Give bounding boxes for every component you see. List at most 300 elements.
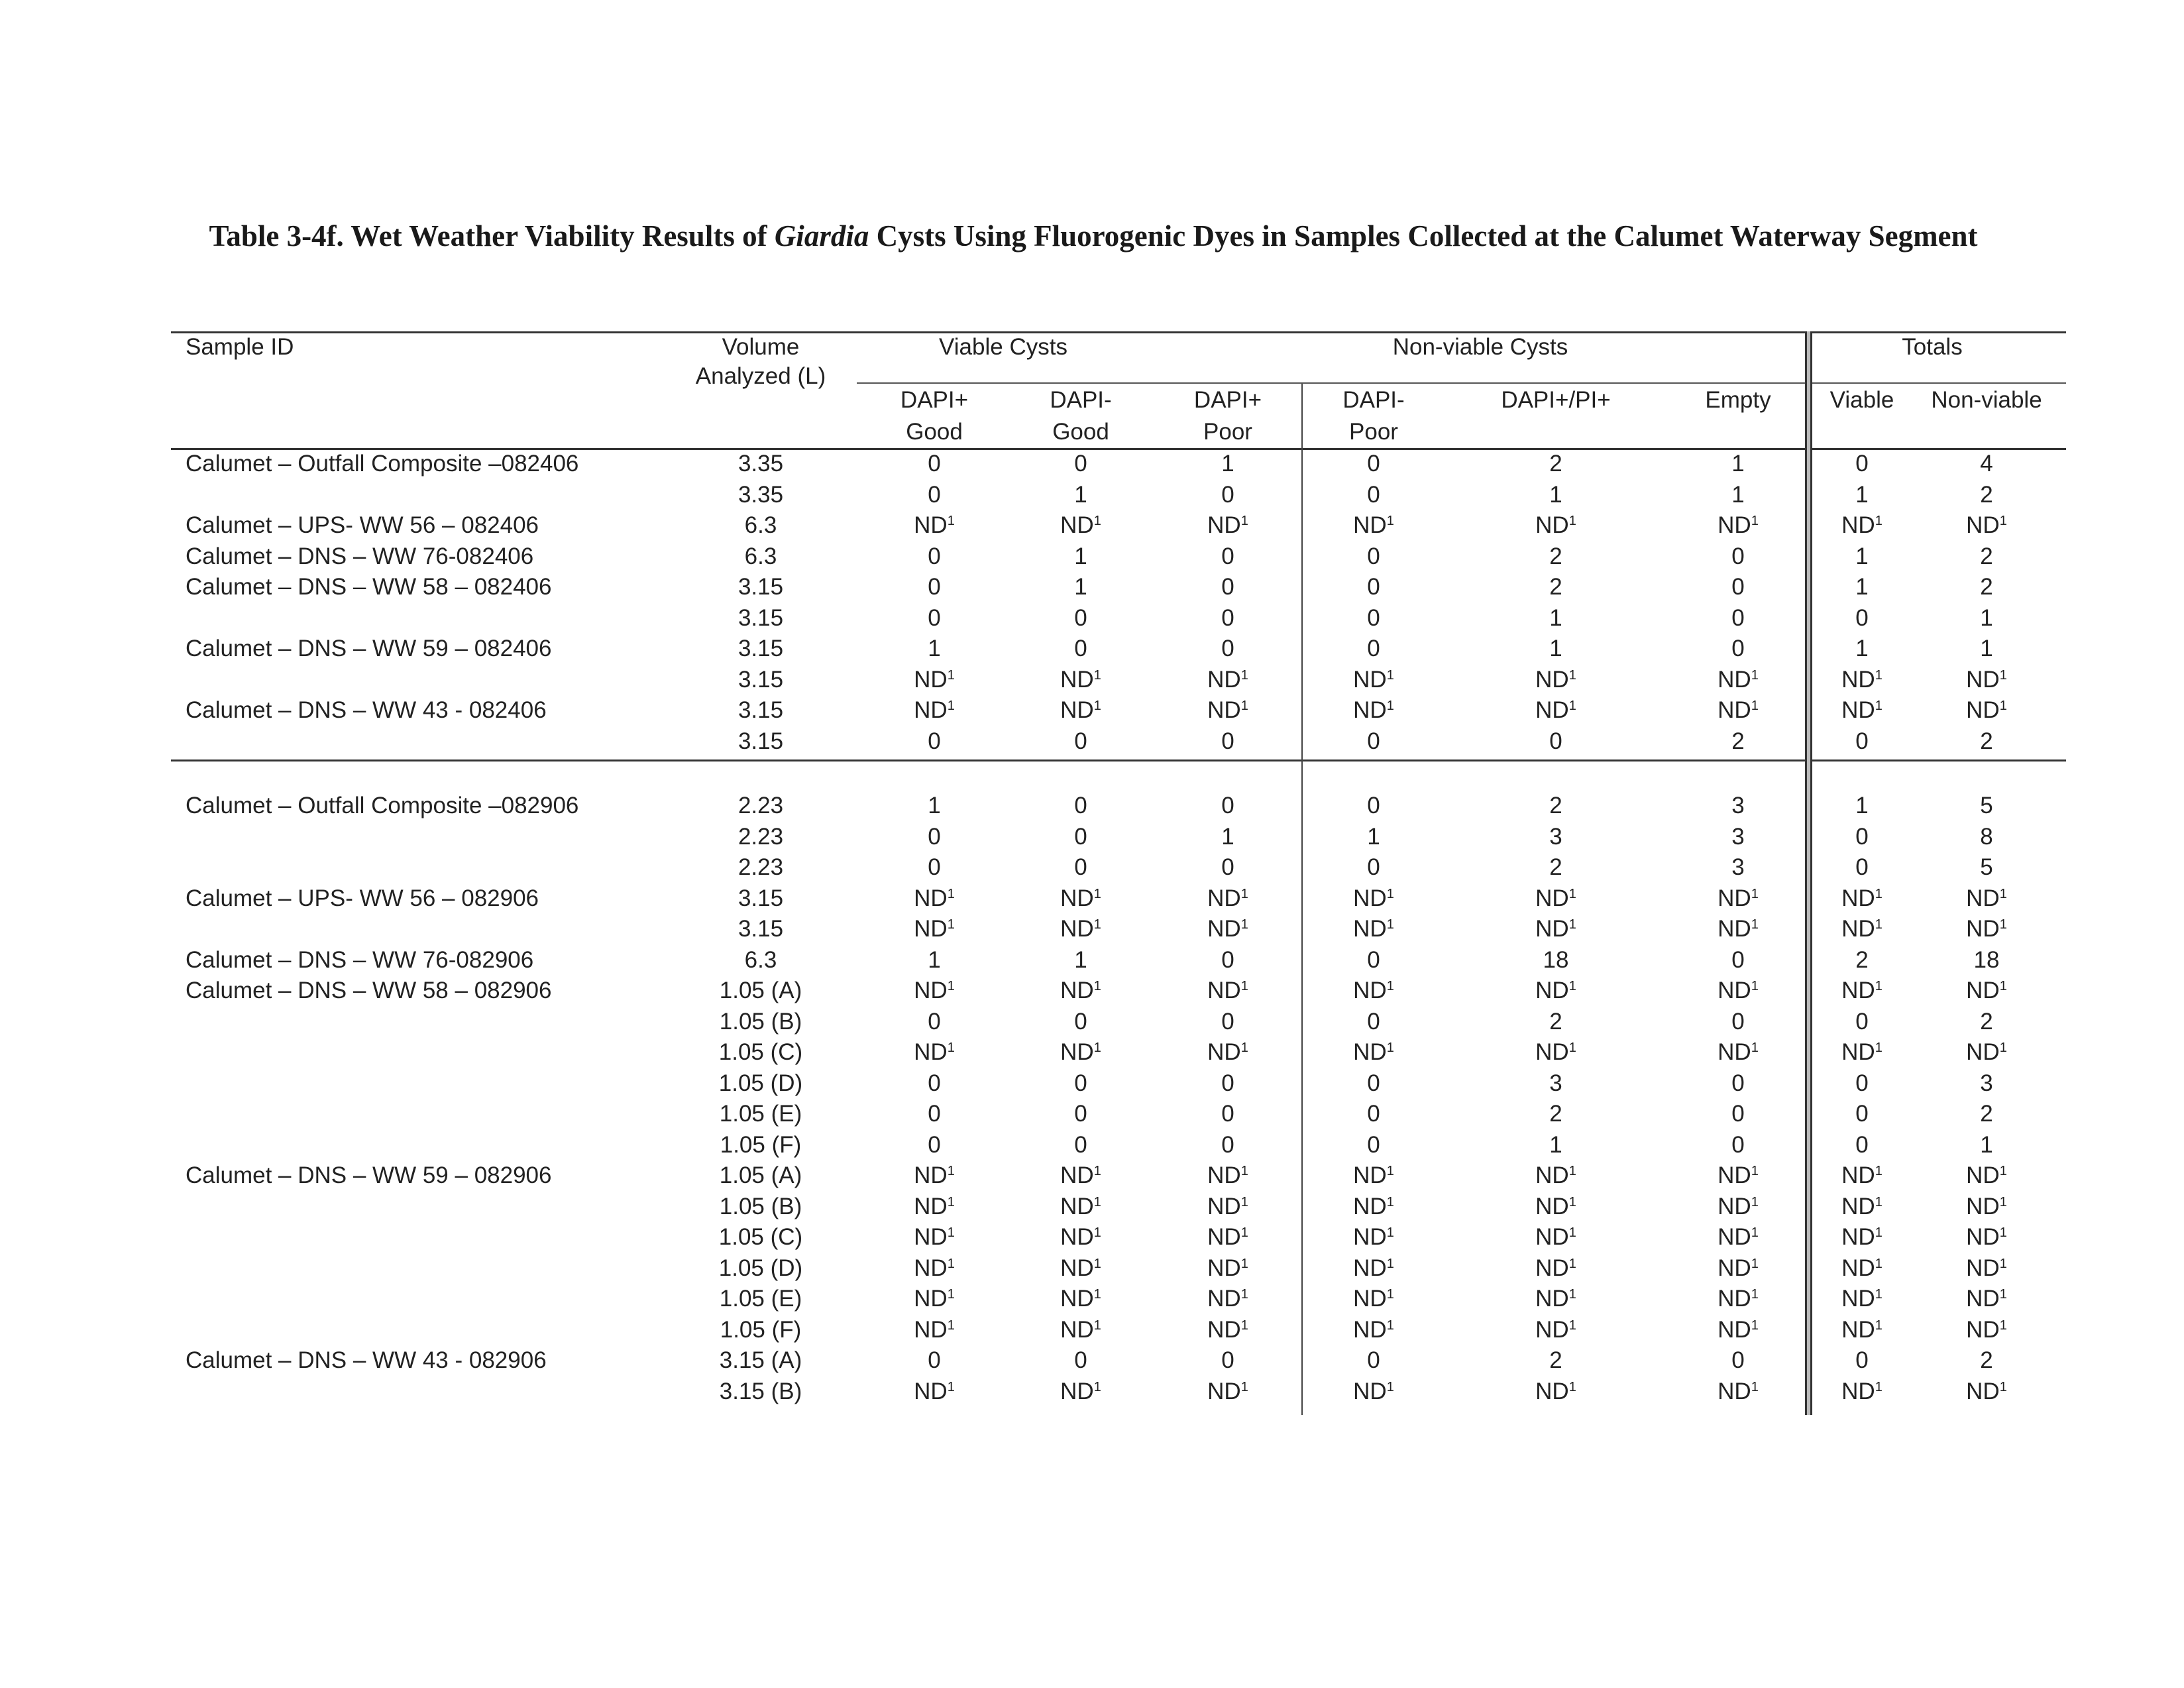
cell-value: 2 bbox=[1549, 543, 1562, 569]
footnote-marker: 1 bbox=[1999, 1164, 2007, 1178]
cell-value: ND bbox=[1535, 1162, 1569, 1188]
cell-value: ND bbox=[1718, 1193, 1751, 1219]
cell-value: 3 bbox=[1731, 854, 1745, 880]
dapi-pos-poor-cell bbox=[1221, 480, 1234, 510]
footnote-marker: 1 bbox=[947, 917, 955, 932]
sample-id-cell: Calumet – DNS – WW 43 - 082406 bbox=[186, 697, 547, 723]
footnote-marker: 1 bbox=[1386, 1256, 1394, 1271]
cell-value: ND bbox=[914, 1255, 948, 1281]
cell-value: ND bbox=[1060, 1316, 1094, 1343]
dapi-pi-cell bbox=[1549, 853, 1562, 882]
sample-id-cell: Calumet – DNS – WW 59 – 082906 bbox=[186, 1162, 552, 1188]
footnote-marker: 1 bbox=[1240, 1225, 1248, 1240]
dapi-neg-poor-cell bbox=[1367, 1131, 1380, 1160]
footnote-marker: 1 bbox=[1875, 1318, 1883, 1333]
cell-value: ND bbox=[1966, 885, 2000, 911]
empty-cell bbox=[1718, 976, 1759, 1005]
cell-value: ND bbox=[1966, 1162, 2000, 1188]
dapi-pi-cell bbox=[1549, 573, 1562, 602]
dapi-neg-good-cell bbox=[1060, 1316, 1101, 1345]
cell-value: 2 bbox=[1549, 574, 1562, 600]
cell-value: 0 bbox=[1074, 1347, 1087, 1373]
total-viable-cell bbox=[1855, 1007, 1868, 1037]
cell-value: ND bbox=[1718, 1162, 1751, 1188]
dapi-pos-good-cell bbox=[928, 449, 940, 478]
empty-cell bbox=[1731, 449, 1744, 478]
footnote-marker: 1 bbox=[1093, 1041, 1101, 1055]
cell-value: ND bbox=[1966, 1316, 2000, 1343]
dapi-pos-good-cell bbox=[928, 542, 940, 571]
cell-value: 0 bbox=[1074, 1070, 1087, 1096]
footnote-marker: 1 bbox=[1999, 979, 2007, 993]
cell-value: ND bbox=[1966, 978, 2000, 1003]
empty-cell bbox=[1731, 1346, 1744, 1375]
cell-value: ND bbox=[1841, 916, 1875, 942]
total-nonviable-cell bbox=[1980, 542, 1993, 571]
dapi-neg-poor-cell bbox=[1367, 1346, 1380, 1375]
empty-cell bbox=[1718, 1377, 1759, 1406]
dapi-neg-good-cell bbox=[1074, 853, 1087, 882]
cell-value: 0 bbox=[1367, 793, 1380, 818]
total-viable-cell bbox=[1855, 604, 1868, 633]
footnote-marker: 1 bbox=[1386, 1318, 1394, 1333]
cell-value: 0 bbox=[928, 1008, 941, 1035]
footnote-marker: 1 bbox=[947, 1379, 955, 1394]
footnote-marker: 1 bbox=[1875, 514, 1883, 528]
dapi-pi-cell bbox=[1549, 791, 1562, 820]
dapi-pi-cell bbox=[1549, 1007, 1562, 1037]
total-viable-cell bbox=[1841, 696, 1883, 725]
cell-value: 2 bbox=[1980, 543, 1993, 569]
total-viable-cell bbox=[1855, 727, 1868, 756]
cell-value: ND bbox=[1535, 1255, 1569, 1281]
header-empty: Empty bbox=[1705, 387, 1771, 413]
footnote-marker: 1 bbox=[1093, 514, 1101, 528]
cell-value: 2 bbox=[1549, 451, 1562, 477]
header-dapi-neg-good-2: Good bbox=[1052, 419, 1109, 445]
footnote-marker: 1 bbox=[1875, 667, 1883, 683]
cell-value: ND bbox=[1841, 512, 1875, 538]
totals-divider bbox=[1805, 331, 1812, 1415]
dapi-pos-poor-cell bbox=[1207, 1284, 1248, 1314]
cell-value: 3 bbox=[1980, 1070, 1993, 1096]
cell-value: ND bbox=[1841, 1162, 1875, 1188]
footnote-marker: 1 bbox=[1999, 1318, 2007, 1333]
volume-cell: 2.23 bbox=[737, 823, 784, 850]
cell-value: ND bbox=[1535, 1286, 1569, 1312]
empty-cell bbox=[1718, 665, 1759, 695]
cell-value: ND bbox=[1060, 1193, 1094, 1219]
dapi-pi-cell bbox=[1535, 1161, 1576, 1190]
dapi-neg-good-cell bbox=[1060, 915, 1101, 944]
dapi-pos-poor-cell bbox=[1221, 1007, 1234, 1037]
dapi-pos-poor-cell bbox=[1207, 1316, 1248, 1345]
dapi-pi-cell bbox=[1549, 1069, 1562, 1098]
footnote-marker: 1 bbox=[1751, 699, 1759, 713]
cell-value: 2 bbox=[1980, 1347, 1993, 1373]
footnote-marker: 1 bbox=[1093, 1194, 1101, 1210]
header-volume-unit: Analyzed (L) bbox=[695, 363, 826, 389]
cell-value: ND bbox=[1207, 1224, 1241, 1250]
volume-cell: 1.05 (F) bbox=[720, 1316, 802, 1343]
dapi-neg-poor-cell bbox=[1353, 1254, 1394, 1283]
footnote-marker: 1 bbox=[1093, 1164, 1101, 1178]
total-nonviable-cell bbox=[1966, 1192, 2007, 1221]
cell-value: 0 bbox=[1367, 574, 1380, 600]
cell-value: ND bbox=[1841, 978, 1875, 1003]
dapi-pos-poor-cell bbox=[1207, 1377, 1248, 1406]
cell-value: ND bbox=[1841, 1378, 1875, 1404]
cell-value: 1 bbox=[1855, 574, 1869, 600]
dapi-pos-good-cell bbox=[928, 634, 940, 663]
dapi-pi-cell bbox=[1535, 884, 1576, 913]
footnote-marker: 1 bbox=[1751, 1318, 1759, 1333]
cell-value: ND bbox=[1535, 1193, 1569, 1219]
dapi-pi-cell bbox=[1535, 1038, 1576, 1067]
cell-value: ND bbox=[914, 697, 948, 723]
empty-cell bbox=[1718, 511, 1759, 540]
dapi-neg-good-cell bbox=[1074, 634, 1087, 663]
footnote-marker: 1 bbox=[1386, 917, 1394, 932]
cell-value: ND bbox=[1966, 1193, 2000, 1219]
cell-value: ND bbox=[1841, 666, 1875, 693]
dapi-pos-good-cell bbox=[914, 976, 955, 1005]
cell-value: 1 bbox=[1731, 451, 1745, 477]
title-italic-organism: Giardia bbox=[774, 219, 869, 253]
cell-value: 0 bbox=[1074, 636, 1087, 661]
dapi-neg-good-cell bbox=[1060, 884, 1101, 913]
cell-value: ND bbox=[1966, 697, 2000, 723]
cell-value: 1 bbox=[1221, 451, 1234, 477]
cell-value: ND bbox=[1207, 978, 1241, 1003]
header-total-nonviable: Non-viable bbox=[1931, 387, 2042, 413]
header-dapi-pos-good: DAPI+ bbox=[900, 387, 969, 413]
dapi-pos-poor-cell bbox=[1207, 976, 1248, 1005]
footnote-marker: 1 bbox=[1386, 1379, 1394, 1394]
cell-value: ND bbox=[1966, 666, 2000, 693]
dapi-neg-poor-cell bbox=[1353, 884, 1394, 913]
footnote-marker: 1 bbox=[1568, 1194, 1576, 1210]
dapi-neg-poor-cell bbox=[1367, 946, 1380, 975]
total-nonviable-cell bbox=[1966, 1038, 2007, 1067]
cell-value: ND bbox=[1353, 666, 1387, 693]
header-dapi-pi: DAPI+/PI+ bbox=[1501, 387, 1611, 413]
cell-value: 4 bbox=[1980, 451, 1993, 477]
dapi-neg-poor-cell bbox=[1353, 696, 1394, 725]
sample-id-cell: Calumet – DNS – WW 58 – 082906 bbox=[186, 978, 552, 1003]
footnote-marker: 1 bbox=[1386, 1194, 1394, 1210]
footnote-marker: 1 bbox=[947, 514, 955, 528]
total-nonviable-cell bbox=[1966, 976, 2007, 1005]
total-viable-cell bbox=[1841, 1316, 1883, 1345]
volume-cell: 6.3 bbox=[744, 946, 777, 973]
footnote-marker: 1 bbox=[1240, 667, 1248, 683]
footnote-marker: 1 bbox=[1751, 667, 1759, 683]
total-viable-cell bbox=[1841, 1038, 1883, 1067]
cell-value: ND bbox=[914, 916, 948, 942]
dapi-neg-good-cell bbox=[1060, 1223, 1101, 1252]
empty-cell bbox=[1731, 604, 1744, 633]
header-dapi-pos-poor: DAPI+ bbox=[1193, 387, 1262, 413]
empty-cell bbox=[1731, 1099, 1744, 1129]
cell-value: 0 bbox=[928, 854, 941, 880]
footnote-marker: 1 bbox=[1240, 886, 1248, 901]
cell-value: 0 bbox=[1855, 1070, 1869, 1096]
cell-value: 0 bbox=[1367, 1008, 1380, 1035]
cell-value: 0 bbox=[1731, 1008, 1745, 1035]
total-nonviable-cell bbox=[1980, 791, 1993, 820]
dapi-pi-cell bbox=[1535, 696, 1576, 725]
cell-value: ND bbox=[1207, 916, 1241, 942]
dapi-neg-poor-cell bbox=[1353, 976, 1394, 1005]
dapi-neg-good-cell bbox=[1074, 1069, 1087, 1098]
cell-value: ND bbox=[1718, 1316, 1751, 1343]
total-nonviable-cell bbox=[1980, 727, 1993, 756]
footnote-marker: 1 bbox=[1875, 1379, 1883, 1394]
total-nonviable-cell bbox=[1966, 1316, 2007, 1345]
cell-value: 0 bbox=[1221, 636, 1234, 661]
cell-value: 0 bbox=[1367, 946, 1380, 973]
cell-value: 2 bbox=[1855, 946, 1869, 973]
footnote-marker: 1 bbox=[1240, 1318, 1248, 1333]
cell-value: 0 bbox=[1367, 481, 1380, 508]
volume-cell: 1.05 (C) bbox=[718, 1224, 803, 1250]
cell-value: ND bbox=[1207, 697, 1241, 723]
title-text: Table 3-4f. Wet Weather Viability Results of bbox=[209, 219, 775, 253]
volume-cell: 3.15 bbox=[737, 697, 784, 723]
footnote-marker: 1 bbox=[1240, 1287, 1248, 1302]
cell-value: 1 bbox=[1980, 604, 1993, 631]
footnote-marker: 1 bbox=[1875, 1225, 1883, 1240]
cell-value: 0 bbox=[928, 543, 941, 569]
footnote-marker: 1 bbox=[1751, 1256, 1759, 1271]
dapi-pos-poor-cell bbox=[1221, 604, 1234, 633]
cell-value: 0 bbox=[1367, 1347, 1380, 1373]
footnote-marker: 1 bbox=[1568, 1164, 1576, 1178]
cell-value: 0 bbox=[1074, 604, 1087, 631]
total-nonviable-cell bbox=[1980, 449, 1993, 478]
cell-value: ND bbox=[1353, 916, 1387, 942]
total-nonviable-cell bbox=[1980, 853, 1993, 882]
total-viable-cell bbox=[1841, 884, 1883, 913]
footnote-marker: 1 bbox=[1093, 1287, 1101, 1302]
dapi-pos-good-cell bbox=[928, 1069, 940, 1098]
dapi-neg-good-cell bbox=[1074, 480, 1087, 510]
cell-value: ND bbox=[1353, 1316, 1387, 1343]
total-viable-cell bbox=[1841, 915, 1883, 944]
cell-value: 0 bbox=[1221, 946, 1234, 973]
total-viable-cell bbox=[1841, 1284, 1883, 1314]
cell-value: 0 bbox=[1367, 728, 1380, 754]
sample-id-cell: Calumet – Outfall Composite –082406 bbox=[186, 451, 579, 477]
footnote-marker: 1 bbox=[1240, 979, 1248, 993]
cell-value: ND bbox=[1060, 916, 1094, 942]
footnote-marker: 1 bbox=[1386, 667, 1394, 683]
cell-value: ND bbox=[1535, 697, 1569, 723]
empty-cell bbox=[1731, 946, 1744, 975]
dapi-neg-poor-cell bbox=[1353, 1316, 1394, 1345]
empty-cell bbox=[1718, 1254, 1759, 1283]
cell-value: 0 bbox=[1855, 604, 1869, 631]
dapi-neg-good-cell bbox=[1074, 791, 1087, 820]
total-nonviable-cell bbox=[1966, 1223, 2007, 1252]
dapi-pos-poor-cell bbox=[1221, 946, 1234, 975]
dapi-pos-poor-cell bbox=[1207, 665, 1248, 695]
cell-value: 0 bbox=[1731, 1070, 1745, 1096]
cell-value: 0 bbox=[1074, 728, 1087, 754]
cell-value: 0 bbox=[1731, 1347, 1745, 1373]
volume-cell: 3.15 bbox=[737, 666, 784, 693]
cell-value: 1 bbox=[1549, 636, 1562, 661]
cell-value: ND bbox=[1207, 1193, 1241, 1219]
footnote-marker: 1 bbox=[1999, 1256, 2007, 1271]
dapi-pos-poor-cell bbox=[1221, 1069, 1234, 1098]
cell-value: ND bbox=[1060, 885, 1094, 911]
cell-value: ND bbox=[1966, 1255, 2000, 1281]
cell-value: ND bbox=[1718, 666, 1751, 693]
footnote-marker: 1 bbox=[1568, 979, 1576, 993]
dapi-neg-poor-cell bbox=[1353, 1038, 1394, 1067]
cell-value: ND bbox=[1718, 1039, 1751, 1065]
footnote-marker: 1 bbox=[947, 979, 955, 993]
total-viable-cell bbox=[1855, 946, 1868, 975]
cell-value: 0 bbox=[1074, 1131, 1087, 1158]
cell-value: 0 bbox=[1855, 1131, 1869, 1158]
empty-cell bbox=[1731, 1131, 1744, 1160]
cell-value: 2 bbox=[1980, 1008, 1993, 1035]
dapi-pos-poor-cell bbox=[1207, 915, 1248, 944]
dapi-neg-poor-cell bbox=[1367, 822, 1380, 852]
cell-value: ND bbox=[1966, 1286, 2000, 1312]
volume-cell: 3.15 bbox=[737, 728, 784, 754]
cell-value: ND bbox=[1718, 512, 1751, 538]
total-nonviable-cell bbox=[1980, 1346, 1993, 1375]
header-dapi-neg-poor: DAPI- bbox=[1342, 387, 1405, 413]
footnote-marker: 1 bbox=[1386, 1041, 1394, 1055]
footnote-marker: 1 bbox=[1999, 699, 2007, 713]
cell-value: 0 bbox=[1855, 1101, 1869, 1127]
cell-value: 0 bbox=[928, 1070, 941, 1096]
cell-value: 0 bbox=[1221, 1347, 1234, 1373]
cell-value: 1 bbox=[1074, 946, 1087, 973]
footnote-marker: 1 bbox=[1999, 1194, 2007, 1210]
cell-value: 0 bbox=[1367, 1070, 1380, 1096]
dapi-neg-good-cell bbox=[1074, 542, 1087, 571]
dapi-neg-poor-cell bbox=[1353, 1161, 1394, 1190]
dapi-pi-cell bbox=[1543, 946, 1569, 975]
total-viable-cell bbox=[1841, 1377, 1883, 1406]
total-nonviable-cell bbox=[1980, 822, 1993, 852]
cell-value: 0 bbox=[1221, 1070, 1234, 1096]
cell-value: 0 bbox=[1855, 1347, 1869, 1373]
dapi-pi-cell bbox=[1549, 727, 1562, 756]
footnote-marker: 1 bbox=[1999, 1225, 2007, 1240]
footnote-marker: 1 bbox=[1386, 886, 1394, 901]
volume-cell: 3.15 (A) bbox=[719, 1347, 802, 1373]
cell-value: 0 bbox=[1367, 604, 1380, 631]
dapi-pos-good-cell bbox=[914, 884, 955, 913]
total-viable-cell bbox=[1841, 1161, 1883, 1190]
footnote-marker: 1 bbox=[1751, 917, 1759, 932]
dapi-pos-poor-cell bbox=[1207, 696, 1248, 725]
footnote-marker: 1 bbox=[1999, 1041, 2007, 1055]
footnote-marker: 1 bbox=[947, 1041, 955, 1055]
cell-value: ND bbox=[1353, 1286, 1387, 1312]
total-viable-cell bbox=[1855, 1131, 1868, 1160]
cell-value: 2 bbox=[1549, 854, 1562, 880]
volume-cell: 6.3 bbox=[744, 512, 777, 538]
total-viable-cell bbox=[1841, 1254, 1883, 1283]
cell-value: 0 bbox=[928, 1131, 941, 1158]
dapi-pos-good-cell bbox=[914, 1316, 955, 1345]
total-viable-cell bbox=[1855, 1069, 1868, 1098]
footnote-marker: 1 bbox=[1875, 917, 1883, 932]
empty-cell bbox=[1731, 727, 1744, 756]
cell-value: ND bbox=[1718, 978, 1751, 1003]
volume-cell: 1.05 (C) bbox=[718, 1039, 803, 1065]
cell-value: 0 bbox=[1855, 1008, 1869, 1035]
empty-cell bbox=[1731, 853, 1744, 882]
footnote-marker: 1 bbox=[1568, 1225, 1576, 1240]
empty-cell bbox=[1731, 542, 1744, 571]
cell-value: 1 bbox=[1980, 636, 1993, 661]
cell-value: ND bbox=[1718, 1378, 1751, 1404]
dapi-pos-poor-cell bbox=[1207, 1223, 1248, 1252]
footnote-marker: 1 bbox=[1093, 979, 1101, 993]
cell-value: 1 bbox=[928, 793, 941, 818]
dapi-neg-good-cell bbox=[1074, 727, 1087, 756]
dapi-neg-good-cell bbox=[1060, 1161, 1101, 1190]
dapi-neg-good-cell bbox=[1074, 449, 1087, 478]
empty-cell bbox=[1718, 915, 1759, 944]
footnote-marker: 1 bbox=[1875, 1256, 1883, 1271]
cell-value: 0 bbox=[1731, 946, 1745, 973]
cell-value: 0 bbox=[1074, 854, 1087, 880]
dapi-pos-poor-cell bbox=[1221, 822, 1234, 852]
cell-value: 1 bbox=[1549, 604, 1562, 631]
cell-value: ND bbox=[914, 1286, 948, 1312]
cell-value: ND bbox=[1535, 916, 1569, 942]
sample-id-cell: Calumet – DNS – WW 76-082406 bbox=[186, 543, 534, 569]
cell-value: 0 bbox=[1367, 451, 1380, 477]
dapi-pos-good-cell bbox=[928, 1099, 940, 1129]
cell-value: 2 bbox=[1549, 793, 1562, 818]
dapi-pi-cell bbox=[1549, 604, 1562, 633]
cell-value: 2 bbox=[1980, 481, 1993, 508]
dapi-neg-poor-cell bbox=[1353, 665, 1394, 695]
dapi-pos-good-cell bbox=[928, 822, 940, 852]
dapi-pi-cell bbox=[1535, 1316, 1576, 1345]
footnote-marker: 1 bbox=[1999, 917, 2007, 932]
cell-value: ND bbox=[1841, 1316, 1875, 1343]
cell-value: ND bbox=[1207, 1162, 1241, 1188]
dapi-pos-good-cell bbox=[914, 1192, 955, 1221]
header-dapi-pos-good-2: Good bbox=[906, 419, 963, 445]
dapi-neg-good-cell bbox=[1060, 1192, 1101, 1221]
dapi-pi-cell bbox=[1549, 480, 1562, 510]
dapi-neg-good-cell bbox=[1060, 1038, 1101, 1067]
header-nonviable-cysts: Non-viable Cysts bbox=[1392, 334, 1568, 360]
dapi-pos-good-cell bbox=[914, 511, 955, 540]
dapi-pi-cell bbox=[1549, 1346, 1562, 1375]
empty-cell bbox=[1731, 822, 1744, 852]
dapi-neg-poor-cell bbox=[1367, 1099, 1380, 1129]
dapi-pi-cell bbox=[1549, 449, 1562, 478]
cell-value: 0 bbox=[1221, 728, 1234, 754]
dapi-pos-good-cell bbox=[928, 604, 940, 633]
cell-value: ND bbox=[1060, 1162, 1094, 1188]
cell-value: 0 bbox=[1074, 451, 1087, 477]
